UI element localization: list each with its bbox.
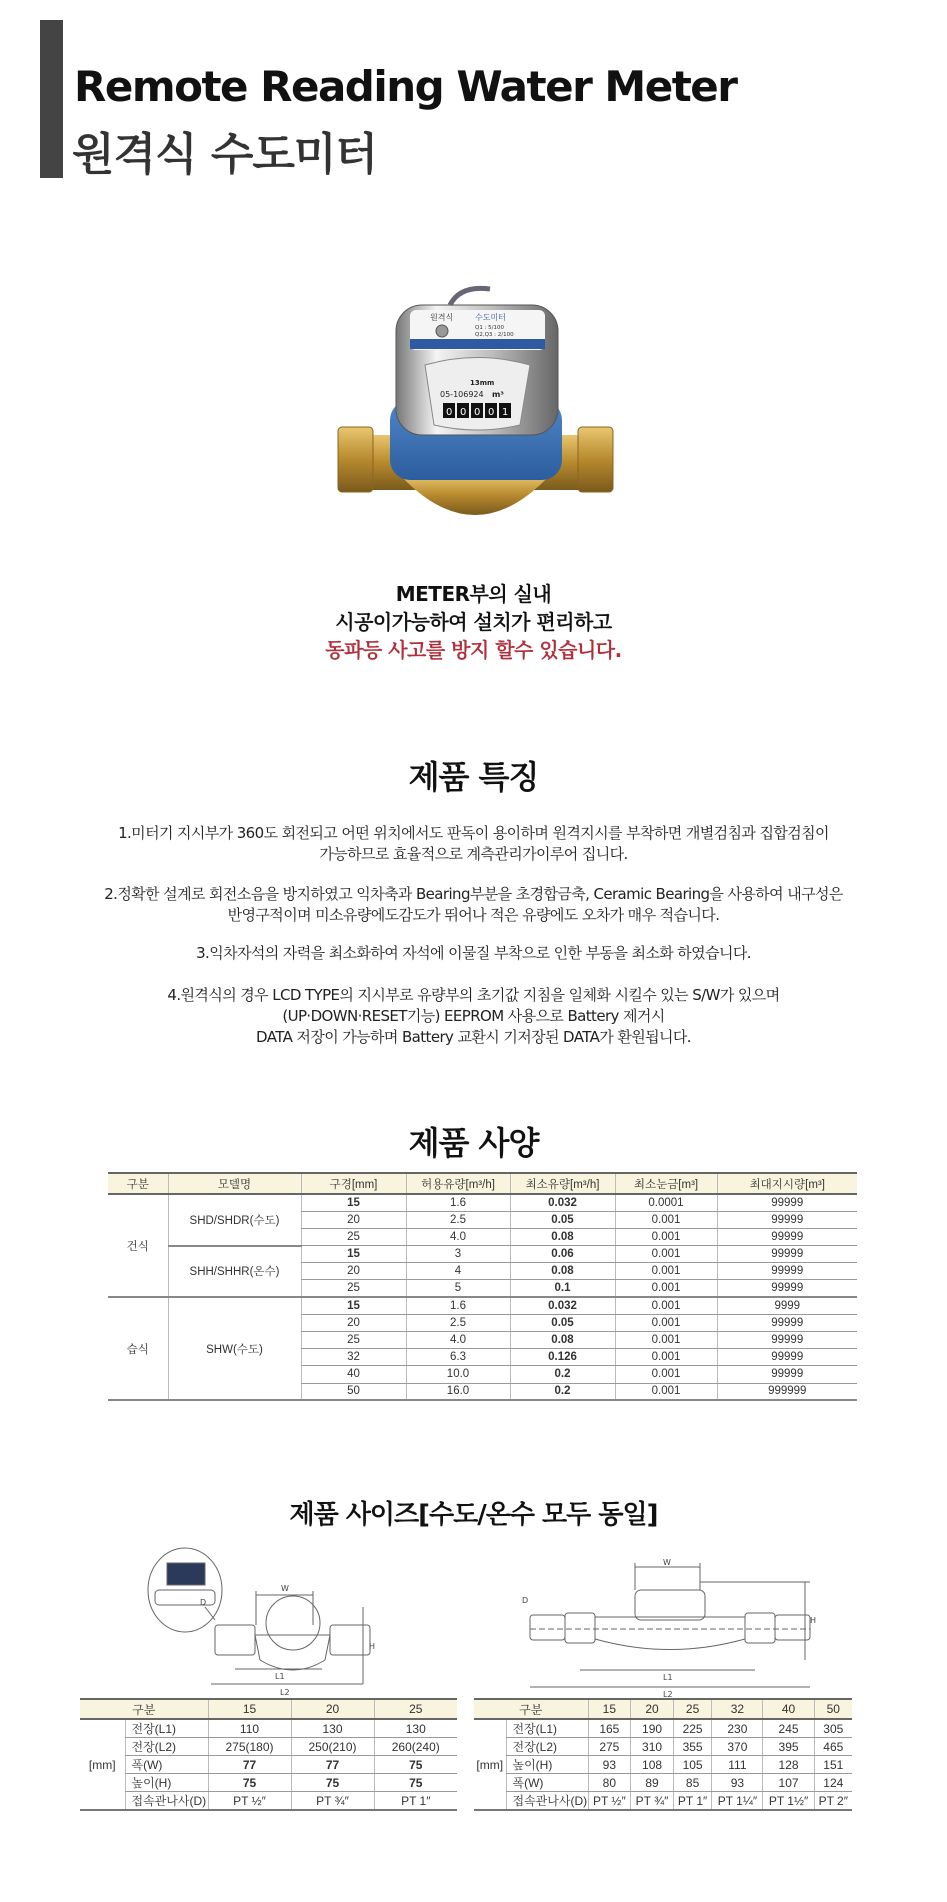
table-row bbox=[474, 1792, 852, 1811]
spec-cell: 25 bbox=[301, 1332, 406, 1349]
page-title-english: Remote Reading Water Meter bbox=[74, 62, 737, 111]
label-h: H bbox=[810, 1616, 817, 1625]
unit-cell: [mm] bbox=[80, 1719, 125, 1810]
spec-cell: 0.001 bbox=[615, 1332, 717, 1349]
feature-item-2: 2.정확한 설계로 회전소음을 방지하였고 익차축과 Bearing부분을 초경합금축, Ceramic Bearing을 사용하여 내구성은 반영구적이며 미소유량에도감도가 뛰어나 적은 유량에도 오차가 매우 적습니다. bbox=[104, 885, 843, 924]
spec-cell: 0.001 bbox=[615, 1314, 717, 1331]
size-cell: PT ½″ bbox=[588, 1792, 631, 1811]
spec-cell: 0.1 bbox=[510, 1280, 615, 1297]
spec-cell: 0.001 bbox=[615, 1246, 717, 1263]
spec-cell: 99999 bbox=[717, 1246, 857, 1263]
size-cell: 230 bbox=[712, 1719, 763, 1738]
svg-text:0: 0 bbox=[446, 407, 453, 418]
spec-cell: 10.0 bbox=[406, 1366, 510, 1383]
size-cell: 111 bbox=[712, 1756, 763, 1774]
features-heading: 제품 특징 bbox=[408, 758, 539, 796]
spec-cell: 0.05 bbox=[510, 1211, 615, 1228]
spec-cell: 20 bbox=[301, 1314, 406, 1331]
spec-cell: 2.5 bbox=[406, 1211, 510, 1228]
size-cell: PT ½″ bbox=[208, 1792, 291, 1811]
spec-cell: 20 bbox=[301, 1263, 406, 1280]
spec-heading: 제품 사양 bbox=[408, 1124, 539, 1162]
size-cell: 310 bbox=[631, 1738, 674, 1756]
spec-cell: 32 bbox=[301, 1349, 406, 1366]
label-w: W bbox=[281, 1584, 289, 1593]
spec-cell: 15 bbox=[301, 1246, 406, 1263]
label-l1: L1 bbox=[663, 1673, 673, 1682]
size-cell: 130 bbox=[374, 1719, 457, 1738]
spec-cell: 1.6 bbox=[406, 1297, 510, 1314]
caption-line-1: METER부의 실내 bbox=[395, 582, 552, 606]
spec-cell: 9999 bbox=[717, 1297, 857, 1314]
label-d: D bbox=[200, 1598, 207, 1607]
size-cell: 370 bbox=[712, 1738, 763, 1756]
table-row bbox=[80, 1774, 457, 1792]
svg-text:0: 0 bbox=[488, 407, 495, 418]
size-cell: 93 bbox=[712, 1774, 763, 1792]
spec-model-cell: SHH/SHHR(온수) bbox=[168, 1246, 301, 1298]
spec-cell: 15 bbox=[301, 1194, 406, 1211]
label-w: W bbox=[663, 1558, 671, 1567]
spec-cell: 5 bbox=[406, 1280, 510, 1297]
spec-cell: 20 bbox=[301, 1211, 406, 1228]
spec-cell: 0.001 bbox=[615, 1383, 717, 1400]
caption-line-3-highlight: 동파등 사고를 방지 할수 있습니다. bbox=[325, 638, 622, 662]
table-row bbox=[474, 1738, 852, 1756]
size-cell: 75 bbox=[291, 1774, 374, 1792]
size-cell: 225 bbox=[673, 1719, 711, 1738]
page-title-korean: 원격식 수도미터 bbox=[72, 129, 377, 180]
size-cell: 105 bbox=[673, 1756, 711, 1774]
spec-cell: 0.2 bbox=[510, 1366, 615, 1383]
dimension-drawing-dry-type bbox=[145, 1545, 395, 1715]
spec-cell: 0.032 bbox=[510, 1194, 615, 1211]
table-row bbox=[108, 1246, 857, 1263]
row-label: 전장(L1) bbox=[506, 1719, 588, 1738]
size-cell: 93 bbox=[588, 1756, 631, 1774]
spec-cell: 0.05 bbox=[510, 1314, 615, 1331]
table-row bbox=[108, 1297, 857, 1314]
size-cell: 77 bbox=[208, 1756, 291, 1774]
size-cell: PT 1¼″ bbox=[712, 1792, 763, 1811]
size-cell: 108 bbox=[631, 1756, 674, 1774]
spec-cell: 25 bbox=[301, 1228, 406, 1245]
spec-cell: 25 bbox=[301, 1280, 406, 1297]
spec-cell: 0.001 bbox=[615, 1228, 717, 1245]
spec-cell: 999999 bbox=[717, 1383, 857, 1400]
label-h: H bbox=[369, 1642, 376, 1651]
spec-cell: 99999 bbox=[717, 1366, 857, 1383]
size-cell: 275 bbox=[588, 1738, 631, 1756]
meter-counter bbox=[443, 403, 511, 418]
unit-cell: [mm] bbox=[474, 1719, 506, 1810]
meter-q1: Q1 : 5/100 bbox=[475, 325, 505, 331]
label-l2: L2 bbox=[280, 1688, 290, 1697]
spec-type-cell: 건식 bbox=[108, 1194, 168, 1297]
row-label: 접속관나사(D) bbox=[125, 1792, 208, 1811]
spec-cell: 4 bbox=[406, 1263, 510, 1280]
size-cell: 355 bbox=[673, 1738, 711, 1756]
feature-item-3: 3.익차자석의 자력을 최소화하여 자석에 이물질 부착으로 인한 부동을 최소화 하였습니다. bbox=[196, 944, 751, 962]
spec-cell: 0.08 bbox=[510, 1228, 615, 1245]
row-label: 전장(L2) bbox=[125, 1738, 208, 1756]
spec-cell: 16.0 bbox=[406, 1383, 510, 1400]
size-cell: 75 bbox=[208, 1774, 291, 1792]
size-cell: 165 bbox=[588, 1719, 631, 1738]
spec-header-row: 구분 모델명 구경[mm] 허용유량[m³/h] 최소유량[m³/h] 최소눈금[m³] 최대지시량[m³] bbox=[108, 1173, 857, 1194]
spec-cell: 99999 bbox=[717, 1332, 857, 1349]
size-cell: 395 bbox=[763, 1738, 814, 1756]
spec-cell: 2.5 bbox=[406, 1314, 510, 1331]
spec-cell: 4.0 bbox=[406, 1332, 510, 1349]
spec-cell: 40 bbox=[301, 1366, 406, 1383]
svg-text:0: 0 bbox=[460, 407, 467, 418]
spec-cell: 1.6 bbox=[406, 1194, 510, 1211]
table-row bbox=[80, 1756, 457, 1774]
size-cell: 260(240) bbox=[374, 1738, 457, 1756]
size-cell: PT 1½″ bbox=[763, 1792, 814, 1811]
size-cell: PT 1″ bbox=[374, 1792, 457, 1811]
spec-cell: 0.001 bbox=[615, 1297, 717, 1314]
size-cell: 80 bbox=[588, 1774, 631, 1792]
meter-label-left: 원격식 bbox=[430, 313, 454, 322]
size-cell: 465 bbox=[814, 1738, 852, 1756]
meter-q2: Q2,Q3 : 2/100 bbox=[475, 332, 514, 338]
size-cell: 110 bbox=[208, 1719, 291, 1738]
table-row bbox=[80, 1719, 457, 1738]
spec-model-cell: SHD/SHDR(수도) bbox=[168, 1194, 301, 1246]
row-label: 높이(H) bbox=[125, 1774, 208, 1792]
size-cell: 75 bbox=[374, 1774, 457, 1792]
row-label: 접속관나사(D) bbox=[506, 1792, 588, 1811]
spec-cell: 0.126 bbox=[510, 1349, 615, 1366]
spec-cell: 0.001 bbox=[615, 1263, 717, 1280]
size-cell: 89 bbox=[631, 1774, 674, 1792]
spec-cell: 0.2 bbox=[510, 1383, 615, 1400]
size-cell: 85 bbox=[673, 1774, 711, 1792]
size-cell: 107 bbox=[763, 1774, 814, 1792]
spec-cell: 99999 bbox=[717, 1194, 857, 1211]
meter-serial: 05-106924 bbox=[440, 390, 484, 399]
size-table-wet: 구분 15 20 25 32 40 50 [mm] 전장(L1) 165 190 225 230 245 305 전장(L2) 275 310 355 370 395 465 높이(H) 93 108 105 111 128 151 폭(W) 80 89 85 93 107 124 접속관나사(D) PT ½″ PT ¾″ PT 1″ PT 1¼″ PT 1½″ PT 2″ bbox=[474, 1698, 852, 1811]
label-l2: L2 bbox=[663, 1690, 673, 1699]
spec-cell: 0.001 bbox=[615, 1211, 717, 1228]
title-accent-bar bbox=[40, 20, 63, 178]
spec-cell: 0.0001 bbox=[615, 1194, 717, 1211]
table-row bbox=[474, 1774, 852, 1792]
size-cell: 128 bbox=[763, 1756, 814, 1774]
product-image-water-meter bbox=[330, 285, 620, 540]
meter-size: 13mm bbox=[470, 379, 495, 387]
size-cell: PT 2″ bbox=[814, 1792, 852, 1811]
spec-cell: 99999 bbox=[717, 1314, 857, 1331]
spec-cell: 0.001 bbox=[615, 1280, 717, 1297]
table-row bbox=[80, 1792, 457, 1811]
table-row bbox=[474, 1719, 852, 1738]
size-cell: 151 bbox=[814, 1756, 852, 1774]
size-cell: 275(180) bbox=[208, 1738, 291, 1756]
size-cell: 124 bbox=[814, 1774, 852, 1792]
size-cell: PT 1″ bbox=[673, 1792, 711, 1811]
spec-cell: 15 bbox=[301, 1297, 406, 1314]
label-d: D bbox=[522, 1596, 529, 1605]
table-row bbox=[474, 1756, 852, 1774]
feature-item-4: 4.원격식의 경우 LCD TYPE의 지시부로 유량부의 초기값 지침을 일체화 시킬수 있는 S/W가 있으며 (UP·DOWN·RESET기능) EEPROM 사용으로 Battery 제거시 DATA 저장이 가능하며 Battery 교환시 기저장된 DATA가 환원됩니다. bbox=[167, 986, 780, 1046]
spec-cell: 99999 bbox=[717, 1211, 857, 1228]
row-label: 폭(W) bbox=[506, 1774, 588, 1792]
svg-text:1: 1 bbox=[502, 407, 509, 418]
spec-cell: 99999 bbox=[717, 1263, 857, 1280]
row-label: 전장(L2) bbox=[506, 1738, 588, 1756]
meter-unit: m³ bbox=[492, 390, 504, 399]
table-row bbox=[108, 1194, 857, 1211]
spec-cell: 99999 bbox=[717, 1228, 857, 1245]
size-cell: PT ¾″ bbox=[291, 1792, 374, 1811]
spec-model-cell: SHW(수도) bbox=[168, 1297, 301, 1400]
spec-cell: 4.0 bbox=[406, 1228, 510, 1245]
size-table-dry: 구분 15 20 25 [mm] 전장(L1) 110 130 130 전장(L2) 275(180) 250(210) 260(240) 폭(W) 77 77 75 높이(H) 75 75 75 접속관나사(D) PT ½″ PT ¾″ PT 1″ bbox=[80, 1698, 457, 1811]
spec-cell: 0.08 bbox=[510, 1332, 615, 1349]
spec-cell: 0.06 bbox=[510, 1246, 615, 1263]
spec-cell: 99999 bbox=[717, 1349, 857, 1366]
spec-cell: 0.08 bbox=[510, 1263, 615, 1280]
row-label: 전장(L1) bbox=[125, 1719, 208, 1738]
spec-cell: 50 bbox=[301, 1383, 406, 1400]
size-cell: 190 bbox=[631, 1719, 674, 1738]
spec-cell: 99999 bbox=[717, 1280, 857, 1297]
spec-cell: 3 bbox=[406, 1246, 510, 1263]
size-cell: PT ¾″ bbox=[631, 1792, 674, 1811]
spec-type-cell: 습식 bbox=[108, 1297, 168, 1400]
size-cell: 245 bbox=[763, 1719, 814, 1738]
size-cell: 77 bbox=[291, 1756, 374, 1774]
caption-line-2: 시공이가능하여 설치가 편리하고 bbox=[335, 610, 612, 634]
size-cell: 250(210) bbox=[291, 1738, 374, 1756]
spec-cell: 0.032 bbox=[510, 1297, 615, 1314]
spec-table bbox=[108, 1172, 857, 1401]
dimension-drawing-wet-type bbox=[520, 1555, 820, 1705]
size-heading: 제품 사이즈[수도/온수 모두 동일] bbox=[289, 1500, 658, 1530]
size-cell: 75 bbox=[374, 1756, 457, 1774]
size-cell: 305 bbox=[814, 1719, 852, 1738]
spec-cell: 6.3 bbox=[406, 1349, 510, 1366]
label-l1: L1 bbox=[275, 1672, 285, 1681]
spec-cell: 0.001 bbox=[615, 1366, 717, 1383]
svg-text:0: 0 bbox=[474, 407, 481, 418]
size-cell: 130 bbox=[291, 1719, 374, 1738]
table-row bbox=[80, 1738, 457, 1756]
row-label: 폭(W) bbox=[125, 1756, 208, 1774]
spec-cell: 0.001 bbox=[615, 1349, 717, 1366]
feature-item-1: 1.미터기 지시부가 360도 회전되고 어떤 위치에서도 판독이 용이하며 원격지시를 부착하면 개별검침과 집합검침이 가능하므로 효율적으로 계측관리가이루어 집니다. bbox=[118, 824, 829, 863]
meter-label-right: 수도미터 bbox=[475, 313, 506, 322]
row-label: 높이(H) bbox=[506, 1756, 588, 1774]
